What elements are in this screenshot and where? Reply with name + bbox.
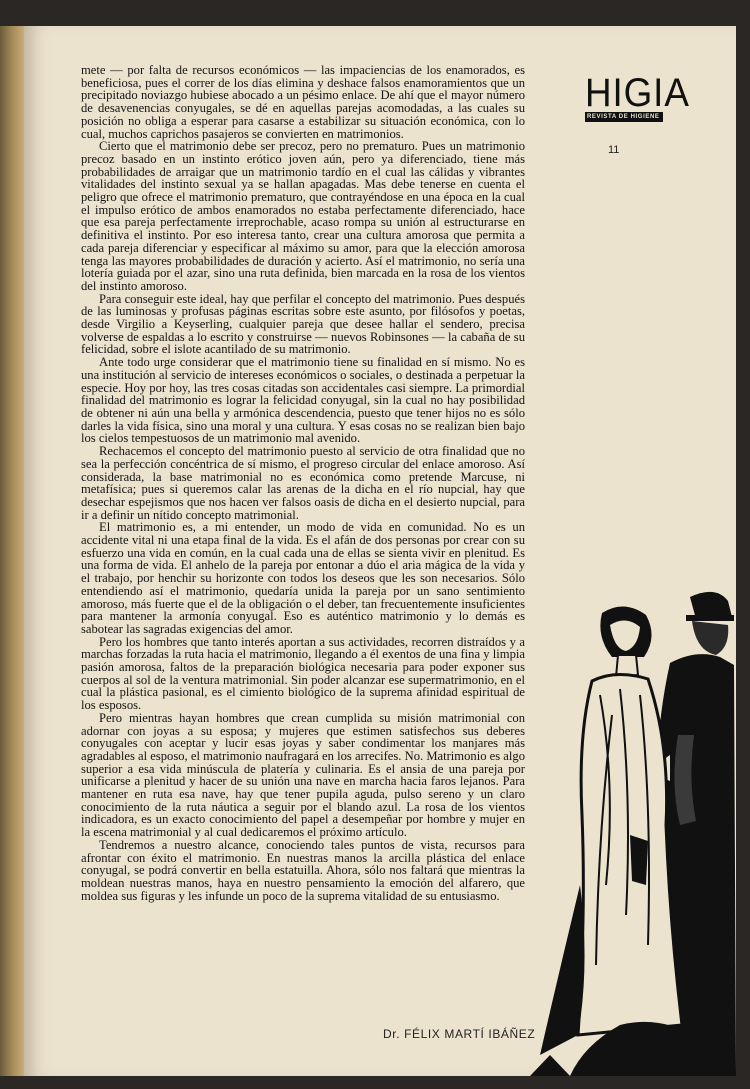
couple-illustration-svg [520, 585, 736, 1076]
book-spine [0, 26, 24, 1076]
masthead [585, 71, 690, 122]
article-paragraph: Pero los hombres que tanto interés aportan a sus actividades, recorren distraídos y a marchas forzadas la ruta hacia el matrimonio, llegando a él exentos de una fina y limpia pasión amorosa, faltos de la preparación biológica necesaria para poder exponer sus cuerpos al sol de la ventura matrimonial. Sin poder alcanzar ese supermatrimonio, en el cual la plástica pasional, es el cimiento biológico de la suprema afinidad espiritual de los esposos. [81, 634, 525, 713]
article-paragraph: Cierto que el matrimonio debe ser precoz, pero no prematuro. Pues un matrimonio precoz basado en un instinto erótico joven aún, pero ya diferenciado, tiene más probabilidades de arraigar que un matrimonio tardío en el cual las cálidas y vibrantes vitalidades del instinto sexual ya se hallan apagadas. Mas debe tenerse en cuenta el peligro que ofrece el matrimonio prematuro, que contrayéndose en una época en la cual el impulso erótico de ambos enamorados no estaba perfectamente diferenciado, hace que esa pareja perfectamente irreprochable, acaso rompa su unión al estructurarse en definitiva el instinto. Por eso interesa tanto, crear una cultura amorosa que permita a cada pareja diferenciar y especificar al máximo su amor, para que la elección amorosa tenga las mayores probabilidades de duración y acierto. Así el matrimonio, no sería una lotería guiada por el azar, sino una ruta definida, bien marcada en la rosa de los vientos del instinto amoroso. [81, 139, 525, 293]
article-paragraph: Tendremos a nuestro alcance, conociendo tales puntos de vista, recursos para afrontar con éxito el matrimonio. En nuestras manos la arcilla plástica del enlace conyugal, se podrá convertir en bella estatuilla. Ahora, sólo nos faltará que mientras la moldean nuestras manos, haya en nuestro pensamiento la emoción del alfarero, que moldea sus figuras y les infunde un poco de la suprema vitalidad de su entusiasmo. [81, 837, 525, 903]
page-number: 11 [608, 144, 620, 156]
author-signature: Dr. FÉLIX MARTÍ IBÁÑEZ [383, 1027, 536, 1041]
magazine-logo: HIGIA [585, 71, 690, 115]
article-paragraph: El matrimonio es, a mi entender, un modo de vida en comunidad. No es un accidente vital ni una etapa final de la vida. Es el afán de dos personas por crear con su esfuerzo una vida en común, en la cual cada una de ellas se sienta vivir en plenitud. Es una forma de vida. El anhelo de la pareja por entonar a dúo el aria mágica de la vida y el trabajo, por henchir su horizonte con todos los deseos que les son necesarios. Sólo entendiendo así el matrimonio, quedaría unida la pareja por un sano sentimiento amoroso, más fuerte que el de la obligación o el deber, tan frecuentemente insuficientes para mantener la armonía conyugal. Eso es auténtico matrimonio y lo demás es sabotear las sagradas exigencias del amor. [81, 520, 525, 636]
couple-illustration [520, 585, 736, 1076]
article-paragraph: Para conseguir este ideal, hay que perfilar el concepto del matrimonio. Pues después de las luminosas y profusas páginas escritas sobre este asunto, por filósofos y poetas, desde Virgilio a Keyserling, cualquier pareja que desee hallar el sendero, precisa volverse de espaldas a lo escrito y construirse — nuevos Robinsones — la cabaña de su felicidad, sobre el islote acantilado de su matrimonio. [81, 291, 525, 357]
magazine-logo-subtitle: REVISTA DE HIGIENE [585, 112, 663, 122]
article-paragraph: Pero mientras hayan hombres que crean cumplida su misión matrimonial con adornar con joyas a su esposa; y mujeres que estimen satisfechos sus deberes conyugales con aceptar y lucir esas joyas y saber condimentar los manjares más agradables al esposo, el matrimonio naufragará en los arrecifes. No. Matrimonio es algo superior a esa vida minúscula de platería y culinaria. Es el ansia de una pareja por unificarse a plenitud y hacer de su unión una nave en marcha hacia faros lejanos. Para mantener en ruta esa nave, hay que tener pupila aguda, pulso sereno y un claro conocimiento de la ruta náutica a seguir por el blando azul. La rosa de los vientos indicadora, es un exacto conocimiento del papel a desempeñar por hombre y mujer en la escena matrimonial y al cual dedicaremos el próximo artículo. [81, 710, 525, 840]
article-paragraph: Ante todo urge considerar que el matrimonio tiene su finalidad en sí mismo. No es una institución al servicio de intereses económicos o sociales, o destinada a perpetuar la especie. Hoy por hoy, las tres cosas citadas son accidentales casi siempre. La primordial finalidad del matrimonio es lograr la felicidad conyugal, sin la cual no hay posibilidad de obtener ni aún una bella y armónica descendencia, puesto que tener hijos no es sólo darles la vida física, sino una moral y una cultura. Y esas cosas no se realizan bien bajo los cielos tempestuosos de un matrimonio mal avenido. [81, 355, 525, 446]
article-paragraph: Rechacemos el concepto del matrimonio puesto al servicio de otra finalidad que no sea la perfección concéntrica de sí mismo, el progreso circular del enlace amoroso. Así considerada, la base matrimonial no es económica como pretende Marcuse, ni metafísica; pues si queremos calar las arenas de la dicha en el río nupcial, hay que desechar espejismos que nos hacen ver falsos oasis de dicha en el desierto nupcial, para ir a definir un nítido concepto matrimonial. [81, 444, 525, 522]
article-paragraph: mete — por falta de recursos económicos — las impaciencias de los enamorados, es beneficiosa, pues el correr de los días elimina y deshace falsos enamoramientos que un precipitado noviazgo hubiese abocado a un pésimo enlace. De ahí que el mayor número de desavenencias conyugales, se dé en aquellas parejas acomodadas, a las cuales su posición no obliga a esperar para casarse a estabilizar su situación económica, con lo cual, muchos caprichos pasajeros se convierten en matrimonios. [81, 63, 525, 141]
article-body [81, 64, 525, 902]
